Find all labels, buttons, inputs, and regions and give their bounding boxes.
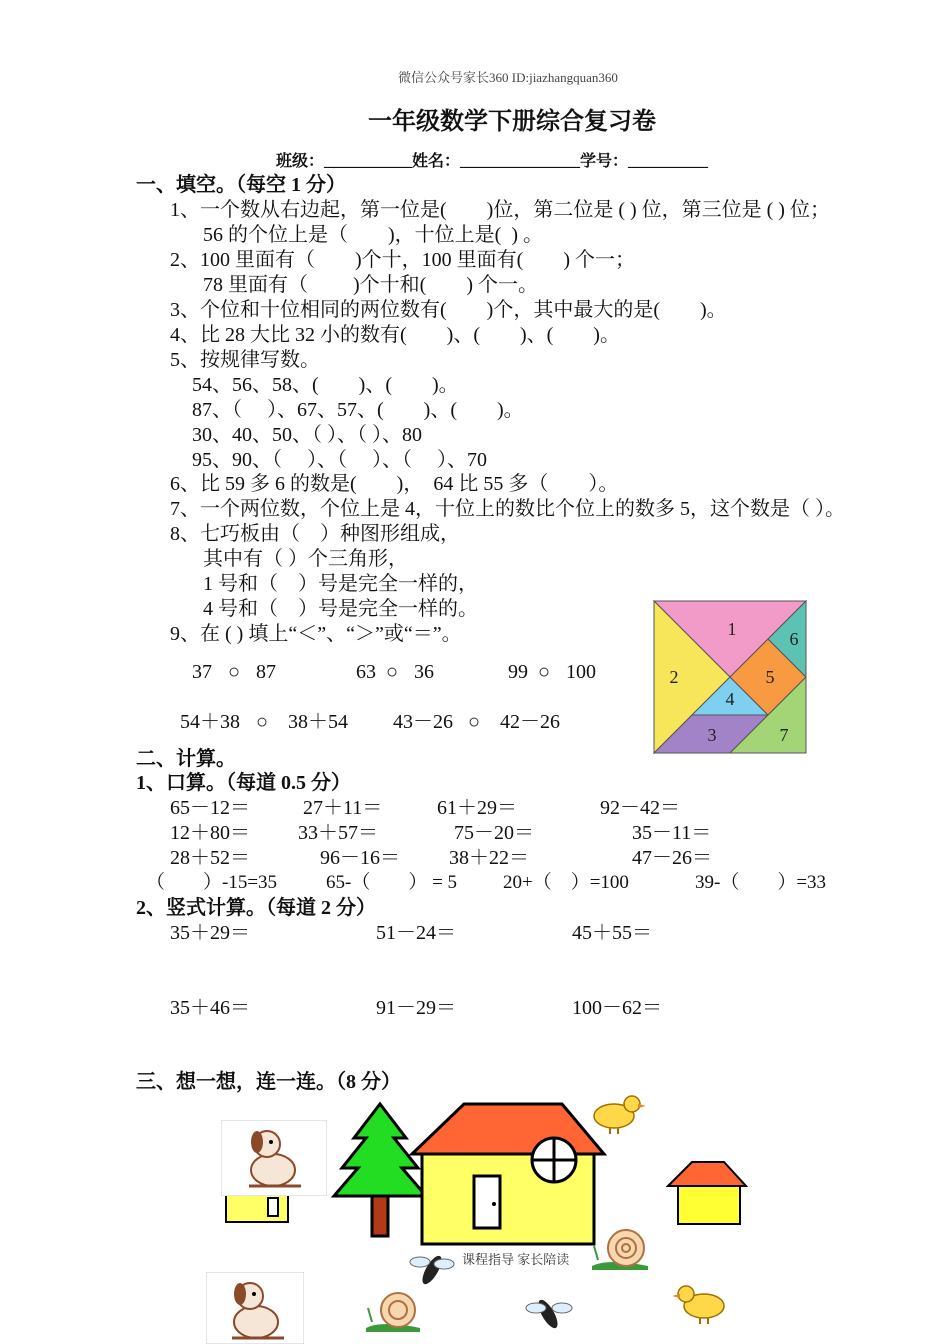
oral-item: 28＋52＝	[170, 847, 250, 869]
dog-illustration	[206, 1272, 304, 1344]
oral-item: 92－42＝	[600, 797, 680, 819]
q8-line2: 其中有（ ）个三角形，	[203, 548, 408, 570]
oral-item: 65－12＝	[170, 797, 250, 819]
oral-item: 27＋11＝	[303, 797, 383, 819]
oral-calc-heading: 1、口算。（每道 0.5 分）	[136, 772, 351, 794]
compare-circle[interactable]: ○	[228, 661, 241, 683]
q6-line: 6、比 59 多 6 的数是( )， 64 比 55 多（ ）。	[170, 473, 619, 495]
oral-item: 20+（ ）=100	[503, 872, 629, 893]
big-house-illustration	[408, 1100, 608, 1250]
page-title: 一年级数学下册综合复习卷	[368, 109, 656, 135]
compare-1-right: 87	[256, 661, 276, 683]
watermark: 微信公众号家长360 ID:jiazhangquan360	[398, 70, 618, 85]
duck-illustration	[588, 1092, 646, 1134]
q5-heading: 5、按规律写数。	[170, 349, 320, 371]
q7-line: 7、一个两位数，个位上是 4，十位上的数比个位上的数多 5，这个数是（ ）。	[170, 498, 845, 520]
compare-5-right: 42－26	[500, 711, 560, 733]
footer-watermark: 课程指导 家长陪读	[462, 1252, 570, 1267]
fly-illustration	[406, 1242, 458, 1292]
vertical-item: 100－62＝	[572, 997, 662, 1019]
tangram-label-2: 2	[669, 667, 679, 687]
tangram-label-7: 7	[779, 725, 789, 745]
vertical-item: 35＋29＝	[170, 922, 250, 944]
q2-line2: 78 里面有（ )个十和( ) 个一。	[203, 274, 538, 296]
oral-item: 75－20＝	[454, 822, 534, 844]
oral-item: 35－11＝	[632, 822, 712, 844]
compare-5-left: 43－26	[393, 711, 453, 733]
vertical-item: 51－24＝	[376, 922, 456, 944]
q9-heading: 9、在 ( ) 填上“＜”、“＞”或“＝”。	[170, 623, 462, 645]
tangram-label-1: 1	[727, 619, 737, 639]
compare-3-left: 99	[508, 661, 528, 683]
dog-illustration	[221, 1120, 327, 1196]
vertical-item: 35＋46＝	[170, 997, 250, 1019]
q5-seq3: 30、40、50、（ ）、（ ）、80	[192, 424, 422, 446]
compare-circle[interactable]: ○	[386, 661, 399, 683]
q5-seq4: 95、90、（ ）、（ ）、（ ）、70	[192, 449, 487, 471]
vertical-calc-heading: 2、竖式计算。（每道 2 分）	[136, 897, 376, 919]
oral-item: 65-（ ） = 5	[326, 872, 458, 893]
oral-item: 96－16＝	[320, 847, 400, 869]
compare-1-left: 37	[192, 661, 212, 683]
q2-line1: 2、100 里面有（ )个十，100 里面有( ) 个一；	[170, 249, 635, 271]
q8-line1: 8、七巧板由（ ）种图形组成，	[170, 523, 460, 545]
q8-line3: 1 号和（ ）号是完全一样的，	[203, 573, 478, 595]
tangram-label-4: 4	[725, 689, 735, 709]
oral-item: 33＋57＝	[298, 822, 378, 844]
student-info-line: 班级：___________姓名：_______________学号：__________	[276, 153, 709, 170]
compare-circle[interactable]: ○	[538, 661, 551, 683]
snail-illustration	[588, 1220, 654, 1272]
q5-seq2: 87、（ ）、67、57、( )、( )。	[192, 399, 524, 421]
compare-circle[interactable]: ○	[468, 711, 481, 733]
q1-line2: 56 的个位上是（ )，十位上是( ) 。	[203, 224, 543, 246]
section-2-heading: 二、计算。	[136, 748, 236, 770]
tangram-label-3: 3	[707, 725, 717, 745]
tangram-label-6: 6	[789, 629, 799, 649]
small-house-illustration	[664, 1160, 750, 1228]
duck-illustration	[672, 1282, 730, 1324]
compare-4-left: 54＋38	[180, 711, 240, 733]
q1-line1: 1、一个数从右边起，第一位是( )位，第二位是 ( ) 位，第三位是 ( ) 位；	[170, 199, 830, 221]
compare-2-left: 63	[356, 661, 376, 683]
vertical-item: 91－29＝	[376, 997, 456, 1019]
q4-line: 4、比 28 大比 32 小的数有( )、( )、( )。	[170, 324, 620, 346]
q5-seq1: 54、56、58、( )、( )。	[192, 374, 459, 396]
oral-item: （ ）-15=35	[146, 872, 278, 893]
tangram-figure	[652, 599, 810, 757]
q3-line: 3、个位和十位相同的两位数有( )个，其中最大的是( )。	[170, 299, 727, 321]
oral-item: 39-（ ）=33	[695, 872, 827, 893]
compare-circle[interactable]: ○	[256, 711, 269, 733]
oral-item: 61＋29＝	[437, 797, 517, 819]
tangram-label-5: 5	[765, 667, 775, 687]
section-1-heading: 一、填空。（每空 1 分）	[136, 174, 346, 196]
oral-item: 38＋22＝	[449, 847, 529, 869]
fly-illustration	[522, 1286, 576, 1336]
compare-4-right: 38＋54	[288, 711, 348, 733]
section-3-heading: 三、想一想，连一连。（8 分）	[136, 1071, 401, 1093]
oral-item: 12＋80＝	[170, 822, 250, 844]
vertical-item: 45＋55＝	[572, 922, 652, 944]
compare-2-right: 36	[414, 661, 434, 683]
oral-item: 47－26＝	[632, 847, 712, 869]
q8-line4: 4 号和（ ）号是完全一样的。	[203, 598, 478, 620]
compare-3-right: 100	[566, 661, 596, 683]
